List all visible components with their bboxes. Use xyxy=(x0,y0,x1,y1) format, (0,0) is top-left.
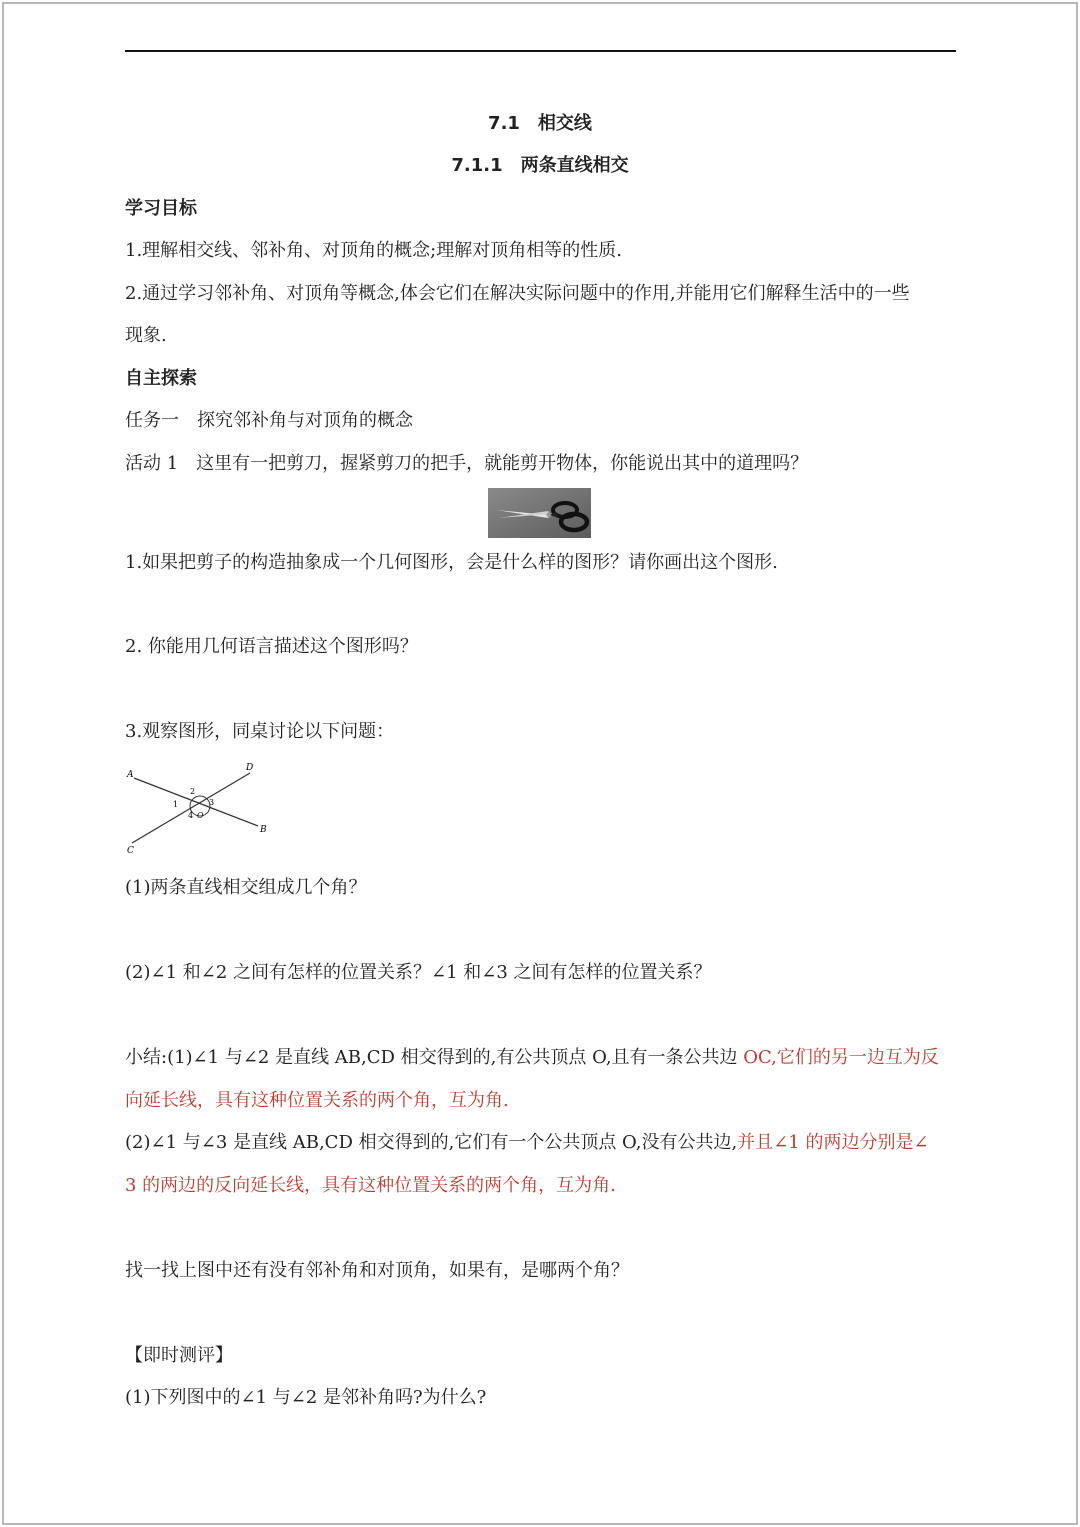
label-angle-1: 1 xyxy=(173,800,179,809)
section-title: 7.1 相交线 xyxy=(488,113,592,134)
objective-2-line1: 2.通过学习邻补角、对顶角等概念,体会它们在解决实际问题中的作用,并能用它们解释生活中的一些 xyxy=(125,283,910,304)
summary-1-answer: OC,它们的另一边互为反 xyxy=(743,1047,939,1068)
explore-heading: 自主探索 xyxy=(125,368,197,389)
summary-1-line1 xyxy=(125,1046,939,1070)
intersecting-lines-figure xyxy=(120,758,280,858)
line-ab xyxy=(134,778,258,826)
find-more-question: 找一找上图中还有没有邻补角和对顶角，如果有，是哪两个角？ xyxy=(125,1260,629,1281)
activity-1: 活动 1 这里有一把剪刀，握紧剪刀的把手，就能剪开物体，你能说出其中的道理吗？ xyxy=(125,453,809,474)
header-rule xyxy=(125,50,956,52)
label-o: O xyxy=(197,811,204,820)
quiz-heading: 【即时测评】 xyxy=(125,1345,233,1366)
question-1: 1.如果把剪子的构造抽象成一个几何图形，会是什么样的图形？请你画出这个图形. xyxy=(125,552,778,573)
sub-question-2: (2)∠1 和∠2 之间有怎样的位置关系？∠1 和∠3 之间有怎样的位置关系？ xyxy=(125,962,712,983)
summary-1-line2: 向延长线，具有这种位置关系的两个角，互为角. xyxy=(125,1090,509,1111)
summary-2-line1 xyxy=(125,1131,929,1155)
summary-2-text: (2)∠1 与∠3 是直线 AB,CD 相交得到的,它们有一个公共顶点 O,没有公共边, xyxy=(125,1132,738,1153)
summary-1-text: 小结:(1)∠1 与∠2 是直线 AB,CD 相交得到的,有公共顶点 O,且有一条公共边 xyxy=(125,1047,744,1068)
sub-question-1: (1)两条直线相交组成几个角？ xyxy=(125,877,367,898)
task-1: 任务一 探究邻补角与对顶角的概念 xyxy=(125,410,413,431)
summary-2-line2: 3 的两边的反向延长线，具有这种位置关系的两个角，互为角. xyxy=(125,1175,616,1196)
label-angle-3: 3 xyxy=(209,798,215,807)
question-2: 2. 你能用几何语言描述这个图形吗？ xyxy=(125,636,418,657)
label-b: B xyxy=(260,825,267,835)
label-c: C xyxy=(127,846,134,856)
subsection-title: 7.1.1 两条直线相交 xyxy=(451,155,629,176)
objective-1: 1.理解相交线、邻补角、对顶角的概念;理解对顶角相等的性质. xyxy=(125,240,622,261)
objective-2-line2: 现象. xyxy=(125,325,167,346)
question-3: 3.观察图形，同桌讨论以下问题： xyxy=(125,721,395,742)
objectives-heading: 学习目标 xyxy=(125,198,197,219)
quiz-question-1: (1)下列图中的∠1 与∠2 是邻补角吗?为什么? xyxy=(125,1387,487,1408)
label-angle-4: 4 xyxy=(188,811,194,820)
label-d: D xyxy=(246,763,254,773)
label-angle-2: 2 xyxy=(190,787,196,796)
label-a: A xyxy=(127,770,134,780)
scissors-photo xyxy=(488,488,591,538)
summary-2-answer: 并且∠1 的两边分别是∠ xyxy=(737,1132,929,1153)
